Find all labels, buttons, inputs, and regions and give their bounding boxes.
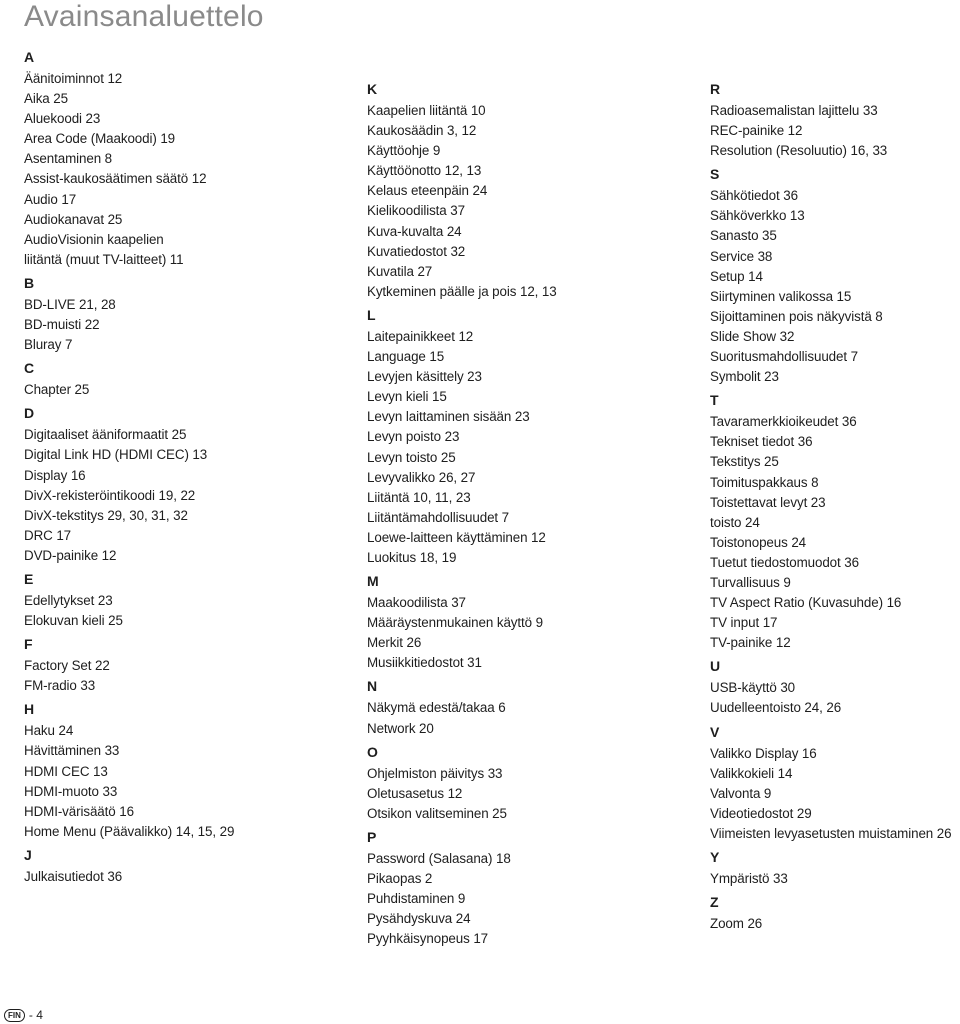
index-entry: AudioVisionin kaapelien [24, 231, 164, 247]
index-entry: Password (Salasana) 18 [367, 850, 511, 866]
index-entry: Käyttöönotto 12, 13 [367, 163, 482, 179]
index-entry: Sijoittaminen pois näkyvistä 8 [710, 308, 883, 324]
section-letter: Y [710, 849, 720, 865]
index-entry: Chapter 25 [24, 382, 90, 398]
index-entry: DRC 17 [24, 527, 72, 543]
index-entry: Valikkokieli 14 [710, 765, 793, 781]
section-letter: S [710, 166, 720, 183]
index-entry: Aika 25 [24, 91, 68, 107]
index-entry: Kytkeminen päälle ja pois 12, 13 [367, 283, 557, 299]
index-entry: Levyvalikko 26, 27 [367, 469, 476, 485]
index-entry: Maakoodilista 37 [367, 595, 466, 611]
index-entry: Setup 14 [710, 268, 763, 284]
index-entry: Resolution (Resoluutio) 16, 33 [710, 143, 888, 159]
index-entry: Sähkötiedot 36 [710, 188, 798, 204]
section-letter: P [367, 828, 377, 845]
index-entry: Service 38 [710, 248, 773, 264]
index-entry: Sähköverkko 13 [710, 208, 805, 224]
index-entry: Turvallisuus 9 [710, 574, 791, 590]
index-entry: HDMI CEC 13 [24, 763, 108, 779]
index-entry: USB-käyttö 30 [710, 680, 796, 696]
index-entry: toisto 24 [710, 514, 760, 530]
index-entry: TV input 17 [710, 615, 778, 631]
index-column-3 [710, 76, 960, 934]
section-letter: M [367, 573, 379, 590]
index-section [710, 164, 960, 387]
index-section [24, 403, 354, 566]
index-entry: Äänitoiminnot 12 [24, 71, 123, 86]
index-entry: Language 15 [367, 349, 445, 365]
section-letter: D [24, 405, 35, 422]
index-entry: DivX-tekstitys 29, 30, 31, 32 [24, 507, 188, 523]
index-entry: Digitaaliset ääniformaatit 25 [24, 427, 187, 443]
section-letter: E [24, 570, 34, 587]
index-entry: Digital Link HD (HDMI CEC) 13 [24, 447, 208, 463]
section-letter: N [367, 678, 378, 695]
index-entry: Siirtyminen valikossa 15 [710, 288, 852, 304]
index-section [710, 722, 960, 844]
index-entry: Kuvatiedostot 32 [367, 243, 466, 259]
index-column-2 [367, 76, 697, 949]
section-letter: F [24, 636, 33, 653]
index-entry: Toistettavat levyt 23 [710, 494, 826, 510]
index-entry: Valikko Display 16 [710, 745, 817, 761]
index-entry: Ympäristö 33 [710, 871, 788, 886]
section-letter: A [24, 49, 35, 65]
index-entry: DVD-painike 12 [24, 547, 117, 563]
index-entry: Määräystenmukainen käyttö 9 [367, 615, 543, 631]
language-badge: FIN [4, 1009, 25, 1022]
index-section [367, 571, 697, 673]
page-footer [4, 1008, 43, 1022]
index-section [24, 273, 354, 355]
index-entry: Tavaramerkkioikeudet 36 [710, 414, 857, 430]
index-entry: Zoom 26 [710, 916, 763, 932]
index-section [24, 47, 354, 270]
section-letter: T [710, 392, 719, 409]
index-entry: BD-muisti 22 [24, 317, 100, 333]
index-section [24, 569, 354, 631]
index-entry: TV Aspect Ratio (Kuvasuhde) 16 [710, 595, 902, 611]
index-entry: Audiokanavat 25 [24, 211, 123, 227]
index-entry: Julkaisutiedot 36 [24, 868, 123, 884]
index-entry: Laitepainikkeet 12 [367, 328, 474, 344]
index-section [367, 742, 697, 824]
index-section [24, 699, 354, 842]
index-entry: Ohjelmiston päivitys 33 [367, 765, 503, 781]
index-section [710, 847, 960, 889]
index-entry: Kuvatila 27 [367, 263, 433, 279]
index-entry: Kaukosäädin 3, 12 [367, 123, 477, 139]
index-entry: Toistonopeus 24 [710, 534, 807, 550]
index-section [367, 79, 697, 302]
index-entry: Otsikon valitseminen 25 [367, 805, 507, 821]
index-entry: Levyjen käsittely 23 [367, 369, 482, 385]
index-entry: Aluekoodi 23 [24, 111, 101, 127]
section-letter: O [367, 743, 378, 760]
index-entry: HDMI-muoto 33 [24, 783, 118, 799]
index-entry: Kelaus eteenpäin 24 [367, 183, 488, 199]
section-letter: H [24, 701, 35, 718]
index-entry: Hävittäminen 33 [24, 743, 120, 759]
index-entry: Toimituspakkaus 8 [710, 474, 819, 490]
index-entry: Area Code (Maakoodi) 19 [24, 131, 176, 147]
index-section [710, 656, 960, 718]
index-entry: Tekniset tiedot 36 [710, 434, 813, 450]
index-entry: Suoritusmahdollisuudet 7 [710, 349, 858, 365]
index-entry: Display 16 [24, 467, 86, 483]
index-entry: Liitäntämahdollisuudet 7 [367, 509, 510, 525]
section-letter: U [710, 658, 721, 675]
index-entry: Bluray 7 [24, 337, 73, 353]
index-entry: Viimeisten levyasetusten muistaminen 26 [710, 825, 952, 841]
index-entry: Elokuvan kieli 25 [24, 613, 123, 629]
index-entry: Network 20 [367, 720, 434, 736]
index-section [710, 892, 960, 934]
index-entry: FM-radio 33 [24, 678, 96, 694]
index-entry: Tekstitys 25 [710, 454, 779, 470]
index-entry: Asentaminen 8 [24, 151, 113, 167]
index-entry: Symbolit 23 [710, 369, 779, 385]
index-entry: Factory Set 22 [24, 658, 110, 674]
index-entry: Kuva-kuvalta 24 [367, 223, 462, 239]
index-section [367, 305, 697, 568]
section-letter: L [367, 306, 376, 323]
index-entry: Levyn kieli 15 [367, 389, 447, 405]
index-entry: Kielikoodilista 37 [367, 203, 465, 219]
index-entry: Audio 17 [24, 191, 77, 207]
index-entry: Slide Show 32 [710, 328, 795, 344]
section-letter: Z [710, 894, 719, 911]
index-entry: TV-painike 12 [710, 635, 791, 651]
index-section [367, 827, 697, 949]
index-entry: Tuetut tiedostomuodot 36 [710, 554, 859, 570]
index-entry: Pikaopas 2 [367, 871, 433, 886]
index-entry: Kaapelien liitäntä 10 [367, 103, 486, 118]
index-entry: Oletusasetus 12 [367, 785, 463, 801]
page-number: - 4 [28, 1008, 43, 1022]
index-entry: REC-painike 12 [710, 123, 803, 139]
index-entry: BD-LIVE 21, 28 [24, 296, 116, 312]
index-entry: Videotiedostot 29 [710, 805, 812, 821]
index-entry: Sanasto 35 [710, 228, 777, 244]
index-entry: Merkit 26 [367, 635, 422, 651]
index-entry: Levyn laittaminen sisään 23 [367, 409, 530, 425]
index-section [24, 845, 354, 887]
section-letter: K [367, 81, 378, 97]
index-section [710, 79, 960, 161]
index-entry: Edellytykset 23 [24, 592, 113, 608]
index-entry: Pyyhkäisynopeus 17 [367, 931, 489, 947]
section-letter: J [24, 846, 32, 863]
index-entry: DivX-rekisteröintikoodi 19, 22 [24, 487, 196, 503]
index-entry: Luokitus 18, 19 [367, 549, 457, 565]
index-entry: Levyn toisto 25 [367, 449, 456, 465]
index-section [710, 390, 960, 653]
index-section [24, 634, 354, 696]
index-column-1 [24, 44, 354, 887]
page-title: Avainsanaluettelo [24, 0, 264, 33]
section-letter: R [710, 81, 721, 97]
index-entry: Assist-kaukosäätimen säätö 12 [24, 171, 207, 187]
index-entry: Uudelleentoisto 24, 26 [710, 700, 842, 716]
index-entry: Radioasemalistan lajittelu 33 [710, 103, 878, 118]
index-entry: Näkymä edestä/takaa 6 [367, 700, 506, 716]
index-entry: HDMI-värisäätö 16 [24, 803, 134, 819]
section-letter: V [710, 723, 720, 740]
section-letter: B [24, 274, 35, 291]
index-entry: Pysähdyskuva 24 [367, 911, 471, 927]
index-entry: Levyn poisto 23 [367, 429, 460, 445]
index-entry: Käyttöohje 9 [367, 143, 441, 159]
index-entry: Liitäntä 10, 11, 23 [367, 489, 471, 505]
index-entry: Puhdistaminen 9 [367, 891, 466, 907]
index-section [24, 358, 354, 400]
index-entry: liitäntä (muut TV-laitteet) 11 [24, 251, 184, 267]
index-entry: Home Menu (Päävalikko) 14, 15, 29 [24, 823, 235, 839]
index-entry: Valvonta 9 [710, 785, 772, 801]
index-section [367, 676, 697, 738]
index-entry: Musiikkitiedostot 31 [367, 655, 482, 671]
section-letter: C [24, 360, 35, 377]
index-entry: Haku 24 [24, 723, 74, 739]
index-entry: Loewe-laitteen käyttäminen 12 [367, 529, 546, 545]
